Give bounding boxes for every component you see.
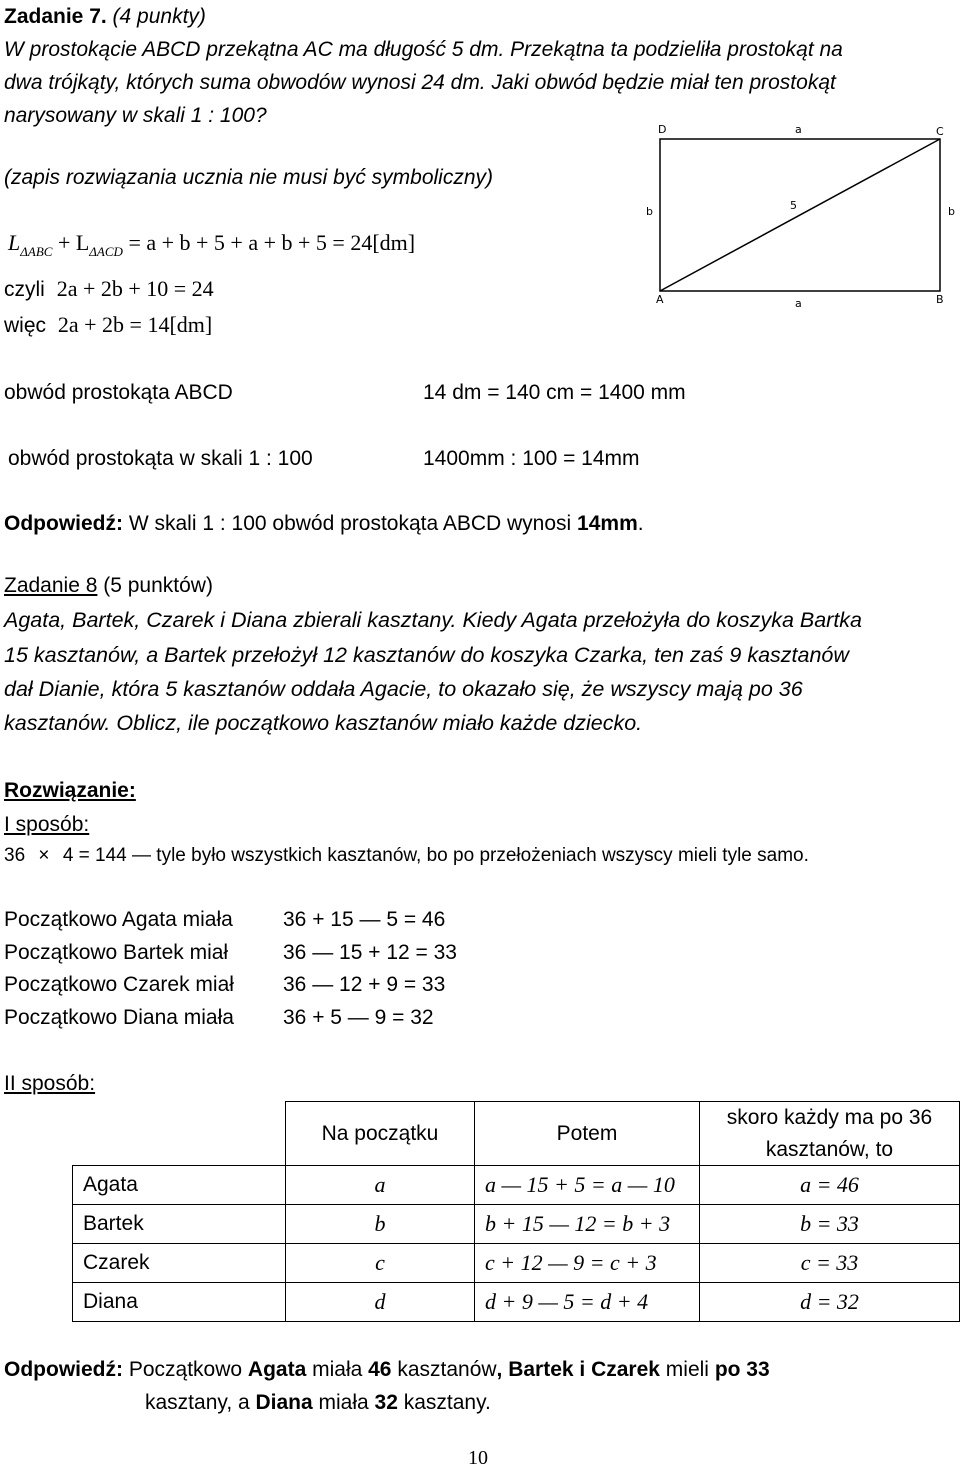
row-result: a = 46 (700, 1166, 960, 1205)
task8-heading: Zadanie 8 (4, 574, 98, 597)
method1-heading: I sposób: (4, 813, 90, 836)
row-result: c = 33 (700, 1244, 960, 1283)
scaled-perimeter-label: obwód prostokąta w skali 1 : 100 (8, 447, 313, 470)
row-result: b = 33 (700, 1205, 960, 1244)
row-then: a — 15 + 5 = a — 10 (475, 1166, 700, 1205)
wiec-label: więc (4, 314, 47, 337)
equation-czyli: 2a + 2b + 10 = 24 (56, 276, 214, 301)
row-then: d + 9 — 5 = d + 4 (475, 1283, 700, 1322)
method1-row-czarek-calc: 36 — 12 + 9 = 33 (283, 973, 446, 996)
task7-answer: Odpowiedź: W skali 1 : 100 obwód prostokąta ABCD wynosi 14mm. (4, 512, 644, 535)
header-start: Na początku (286, 1102, 475, 1166)
task7-points: (4 punkty) (112, 5, 206, 28)
method2-table (72, 1101, 960, 1322)
czyli-line (4, 276, 214, 302)
row-then: b + 15 — 12 = b + 3 (475, 1205, 700, 1244)
table-row (73, 1283, 960, 1322)
task8-text-line1: Agata, Bartek, Czarek i Diana zbierali kasztany. Kiedy Agata przełożyła do koszyka Bartka (4, 608, 863, 632)
perimeter-value: 14 dm = 140 cm = 1400 mm (423, 381, 686, 404)
method1-total: 36 × 4 = 144 — tyle było wszystkich kasztanów, bo po przełożeniach wszyscy mieli tyle samo. (4, 845, 809, 866)
vertex-a-label: A (656, 293, 664, 306)
header-then: Potem (475, 1102, 700, 1166)
method2-heading: II sposób: (4, 1072, 96, 1095)
vertex-c-label: C (936, 125, 944, 138)
scaled-perimeter-value: 1400mm : 100 = 14mm (423, 447, 640, 470)
equation-wiec: 2a + 2b = 14[dm] (57, 312, 213, 337)
row-name: Czarek (73, 1244, 286, 1283)
task7-note: (zapis rozwiązania ucznia nie musi być symboliczny) (4, 166, 494, 189)
side-top-label: a (795, 123, 802, 136)
method1-row-bartek-calc: 36 — 15 + 12 = 33 (283, 941, 457, 964)
task8-points: (5 punktów) (97, 574, 213, 597)
method1-row-bartek-label: Początkowo Bartek miał (4, 941, 229, 964)
equation-sum-perimeters: $L_{\Delta ABC} + L_{\Delta ACD} = a + b + 5 + a + b + 5 = 24[dm]$ (8, 230, 416, 259)
task7-text-line3: narysowany w skali 1 : 100? (4, 104, 267, 127)
row-name: Agata (73, 1166, 286, 1205)
row-start: a (286, 1166, 475, 1205)
side-bottom-label: a (795, 297, 802, 310)
page-number: 10 (468, 1447, 488, 1469)
table-row (73, 1166, 960, 1205)
diagonal-label: 5 (790, 199, 797, 212)
row-name: Diana (73, 1283, 286, 1322)
solution-heading: Rozwiązanie: (4, 779, 136, 802)
perimeter-label: obwód prostokąta ABCD (4, 381, 233, 404)
side-left-label: b (646, 205, 653, 218)
row-start: d (286, 1283, 475, 1322)
task8-answer-line1: Odpowiedź: Początkowo Agata miała 46 kasztanów, Bartek i Czarek mieli po 33 (4, 1358, 770, 1381)
method1-row-czarek-label: Początkowo Czarek miał (4, 973, 234, 996)
row-name: Bartek (73, 1205, 286, 1244)
task7-text-line2: dwa trójkąty, których suma obwodów wynosi 24 dm. Jaki obwód będzie miał ten prostokąt (4, 71, 836, 94)
table-header-row (73, 1102, 960, 1166)
task8-text-line4: kasztanów. Oblicz, ile początkowo kasztanów miało każde dziecko. (4, 711, 643, 735)
task7-text-line1: W prostokącie ABCD przekątna AC ma długość 5 dm. Przekątna ta podzieliła prostokąt na (4, 38, 843, 61)
row-start: c (286, 1244, 475, 1283)
method1-row-diana-label: Początkowo Diana miała (4, 1006, 234, 1029)
task7-heading-line (4, 4, 206, 29)
side-right-label: b (948, 205, 955, 218)
task7-heading: Zadanie 7. (4, 5, 107, 28)
vertex-b-label: B (936, 293, 944, 306)
czyli-label: czyli (4, 278, 45, 301)
method1-row-agata-calc: 36 + 15 — 5 = 46 (283, 908, 446, 931)
method1-row-agata-label: Początkowo Agata miała (4, 908, 233, 931)
vertex-d-label: D (658, 123, 667, 136)
table-row (73, 1205, 960, 1244)
table-row (73, 1244, 960, 1283)
row-result: d = 32 (700, 1283, 960, 1322)
rectangle-abcd-figure (640, 115, 960, 315)
task8-heading-line (4, 573, 213, 598)
task8-text-line2: 15 kasztanów, a Bartek przełożył 12 kasztanów do koszyka Czarka, ten zaś 9 kasztanów (4, 643, 849, 667)
header-result: skoro każdy ma po 36 kasztanów, to (700, 1102, 960, 1166)
row-start: b (286, 1205, 475, 1244)
task8-answer-line2: kasztany, a Diana miała 32 kasztany. (145, 1391, 491, 1414)
wiec-line (4, 312, 212, 338)
row-then: c + 12 — 9 = c + 3 (475, 1244, 700, 1283)
method1-row-diana-calc: 36 + 5 — 9 = 32 (283, 1006, 434, 1029)
task8-text-line3: dał Dianie, która 5 kasztanów oddała Agacie, to okazało się, że wszyscy mają po 36 (4, 677, 803, 701)
